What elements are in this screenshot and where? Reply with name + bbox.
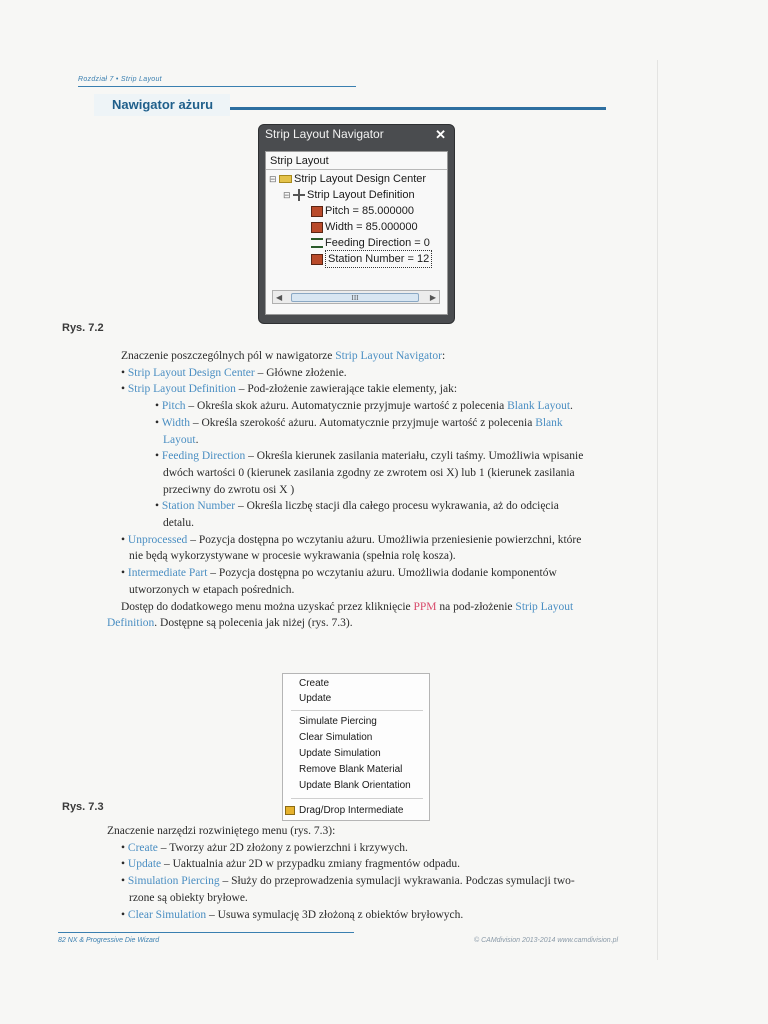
station-number-icon xyxy=(311,254,323,265)
page-edge-line xyxy=(657,60,658,960)
bullet-unprocessed-line2: nie będą wykorzystywane w procesie wykrawania (spełnia rolę kosza). xyxy=(129,550,456,563)
text: Znaczenie poszczególnych pól w nawigatorze xyxy=(121,350,336,362)
menu-item-update[interactable]: Update xyxy=(299,693,332,704)
text: na pod-złożenie xyxy=(436,600,516,613)
body-text-navigator-fields xyxy=(107,348,607,632)
running-head: Rozdział 7 • Strip Layout xyxy=(78,76,162,83)
text: . xyxy=(570,400,573,413)
assembly-folder-icon xyxy=(279,175,292,183)
bullet-update: • Update – Uaktualnia ażur 2D w przypadku zmiany fragmentów odpadu. xyxy=(121,858,461,871)
definition-icon xyxy=(293,189,305,201)
menu-separator xyxy=(291,798,423,799)
text: – Pozycja dostępna po wczytaniu ażuru. Umożliwia przeniesienie powierzchni, które xyxy=(187,533,582,546)
scrollbar-thumb[interactable]: III xyxy=(291,293,419,302)
tree-node-label: Feeding Direction = 0 xyxy=(325,237,430,249)
bullet-feeding-direction-line2: dwóch wartości 0 (kierunek zasilania zgodny ze zwrotem osi X) lub 1 (kierunek zasilania xyxy=(163,466,575,479)
menu-separator xyxy=(291,710,423,711)
bullet-design-center: • Strip Layout Design Center – Główne złożenie. xyxy=(121,366,347,379)
bullet-clear-simulation: • Clear Simulation – Usuwa symulację 3D złożoną z obiektów bryłowych. xyxy=(121,908,464,921)
tree-node-label: Width = 85.000000 xyxy=(325,221,418,233)
bullet-feeding-direction-line3: przeciwny do zwrotu osi X ) xyxy=(163,483,295,496)
close-icon[interactable]: ✕ xyxy=(435,127,446,142)
menu-item-create[interactable]: Create xyxy=(299,678,330,689)
figure-caption-7-3: Rys. 7.3 xyxy=(62,801,104,813)
term: Update xyxy=(127,858,162,871)
menu-item-update-blank-orientation[interactable]: Update Blank Orientation xyxy=(299,780,411,791)
tree-column-header[interactable]: Strip Layout xyxy=(266,152,447,170)
drag-drop-icon xyxy=(285,806,295,815)
term: Strip Layout Definition xyxy=(127,383,236,396)
paragraph-intro xyxy=(107,348,607,365)
tree-node-label: Pitch = 85.000000 xyxy=(325,205,414,217)
tree-node-label: Station Number = 12 xyxy=(325,250,432,268)
term: Intermediate Part xyxy=(127,567,208,580)
footer-page-number: 82 NX & Progressive Die Wizard xyxy=(58,937,160,944)
menu-item-remove-blank-material[interactable]: Remove Blank Material xyxy=(299,764,403,775)
term: Strip Layout Navigator xyxy=(335,350,442,362)
body-text-menu-tools xyxy=(107,823,607,923)
bullet-station-number-line2: detalu. xyxy=(163,517,194,530)
scroll-left-arrow-icon[interactable]: ◀ xyxy=(276,293,283,302)
bullet-unprocessed: • Unprocessed – Pozycja dostępna po wczytaniu ażuru. Umożliwia przeniesienie powierzchni, które xyxy=(121,533,582,546)
term: Clear Simulation xyxy=(127,908,207,921)
menu-item-clear-simulation[interactable]: Clear Simulation xyxy=(299,732,373,743)
feeding-direction-icon xyxy=(311,238,323,248)
text: – Służy do przeprowadzenia symulacji wykrawania. Podczas symulacji two- xyxy=(219,875,575,888)
bullet-station-number: • Station Number – Określa liczbę stacji dla całego procesu wykrawania, aż do odcięcia xyxy=(155,500,559,513)
navigator-tree-panel xyxy=(265,151,448,315)
term: Blank Layout xyxy=(507,400,571,413)
term: Layout xyxy=(163,433,196,446)
tree-node-pitch[interactable] xyxy=(311,203,414,219)
running-head-rule xyxy=(78,86,356,87)
paragraph-access-line2 xyxy=(107,615,607,632)
pitch-parameter-icon xyxy=(311,206,323,217)
tree-node-station-number[interactable] xyxy=(311,251,432,267)
bullet-pitch: • Pitch – Określa skok ażuru. Automatycznie przyjmuje wartość z polecenia Blank Layout. xyxy=(155,400,573,413)
text: – Pod-złożenie zawierające takie elementy, jak: xyxy=(235,383,458,396)
term: PPM xyxy=(413,600,437,613)
navigator-titlebar xyxy=(259,125,454,145)
menu-item-simulate-piercing[interactable]: Simulate Piercing xyxy=(299,716,377,727)
bullet-width-continued xyxy=(107,432,607,449)
footer-rule xyxy=(58,932,354,933)
paragraph-access xyxy=(107,599,607,616)
collapse-toggle-icon[interactable]: ⊟ xyxy=(269,174,277,184)
bullet-simulation-piercing-line2: rzone są obiekty bryłowe. xyxy=(129,891,248,904)
strip-layout-navigator-window xyxy=(258,124,455,324)
term: Feeding Direction xyxy=(161,450,246,463)
text: – Główne złożenie. xyxy=(254,366,347,379)
text: – Określa skok ażuru. Automatycznie przyjmuje wartość z polecenia xyxy=(185,400,508,413)
term: Strip Layout Design Center xyxy=(127,366,255,379)
term: Strip Layout xyxy=(515,600,574,613)
text: – Usuwa symulację 3D złożoną z obiektów bryłowych. xyxy=(206,908,464,921)
text: Dostęp do dodatkowego menu można uzyskać przez kliknięcie xyxy=(121,600,414,613)
context-menu xyxy=(282,673,430,821)
section-title-rule xyxy=(230,107,606,110)
term: Definition xyxy=(107,617,155,630)
term: Blank xyxy=(535,416,563,429)
text: – Tworzy ażur 2D złożony z powierzchni i krzywych. xyxy=(157,841,408,854)
bullet-create: • Create – Tworzy ażur 2D złożony z powierzchni i krzywych. xyxy=(121,841,408,854)
footer-copyright: © CAMdivision 2013-2014 www.camdivision.pl xyxy=(474,937,619,944)
text: . xyxy=(195,433,199,446)
figure-caption-7-2: Rys. 7.2 xyxy=(62,322,104,334)
text: – Określa kierunek zasilania materiału, czyli taśmy. Umożliwia wpisanie xyxy=(245,450,584,463)
paragraph-menu-intro: Znaczenie narzędzi rozwiniętego menu (rys. 7.3): xyxy=(107,825,336,837)
term: Simulation Piercing xyxy=(127,875,220,888)
text: . Dostępne są polecenia jak niżej (rys. 7.3). xyxy=(154,617,353,630)
menu-item-update-simulation[interactable]: Update Simulation xyxy=(299,748,381,759)
term: Unprocessed xyxy=(127,533,188,546)
term: Pitch xyxy=(161,400,186,413)
tree-node-label: Strip Layout Definition xyxy=(307,189,415,201)
bullet-intermediate-part-line2: utworzonych w etapach pośrednich. xyxy=(129,583,295,596)
tree-node-label: Strip Layout Design Center xyxy=(294,173,427,185)
bullet-feeding-direction: • Feeding Direction – Określa kierunek zasilania materiału, czyli taśmy. Umożliwia wpisanie xyxy=(155,450,584,463)
text: – Pozycja dostępna po wczytaniu ażuru. Umożliwia dodanie komponentów xyxy=(207,567,557,580)
bullet-simulation-piercing: • Simulation Piercing – Służy do przeprowadzenia symulacji wykrawania. Podczas symulacji two- xyxy=(121,875,575,888)
bullet-definition: • Strip Layout Definition – Pod-złożenie zawierające takie elementy, jak: xyxy=(121,383,458,396)
tree-node-design-center[interactable] xyxy=(269,171,426,187)
tree-node-definition[interactable] xyxy=(283,187,415,203)
navigator-title: Strip Layout Navigator xyxy=(265,127,384,141)
bullet-intermediate-part: • Intermediate Part – Pozycja dostępna po wczytaniu ażuru. Umożliwia dodanie komponentów xyxy=(121,567,557,580)
bullet-width: • Width – Określa szerokość ażuru. Automatycznie przyjmuje wartość z polecenia Blank xyxy=(155,416,563,429)
term: Create xyxy=(127,841,158,854)
text: – Określa liczbę stacji dla całego procesu wykrawania, aż do odcięcia xyxy=(235,500,559,513)
menu-item-drag-drop-intermediate[interactable]: Drag/Drop Intermediate xyxy=(299,805,404,816)
tree-node-width[interactable] xyxy=(311,219,418,235)
text: – Uaktualnia ażur 2D w przypadku zmiany fragmentów odpadu. xyxy=(161,858,461,871)
section-title: Nawigator ażuru xyxy=(112,97,214,112)
term: Station Number xyxy=(161,500,236,513)
tree-node-feeding-direction[interactable] xyxy=(311,235,430,251)
term: Width xyxy=(161,416,190,429)
width-parameter-icon xyxy=(311,222,323,233)
scroll-right-arrow-icon[interactable]: ▶ xyxy=(429,293,436,302)
horizontal-scrollbar[interactable] xyxy=(272,290,440,304)
text: : xyxy=(441,350,446,362)
collapse-toggle-icon[interactable]: ⊟ xyxy=(283,190,291,200)
text: – Określa szerokość ażuru. Automatycznie przyjmuje wartość z polecenia xyxy=(190,416,536,429)
